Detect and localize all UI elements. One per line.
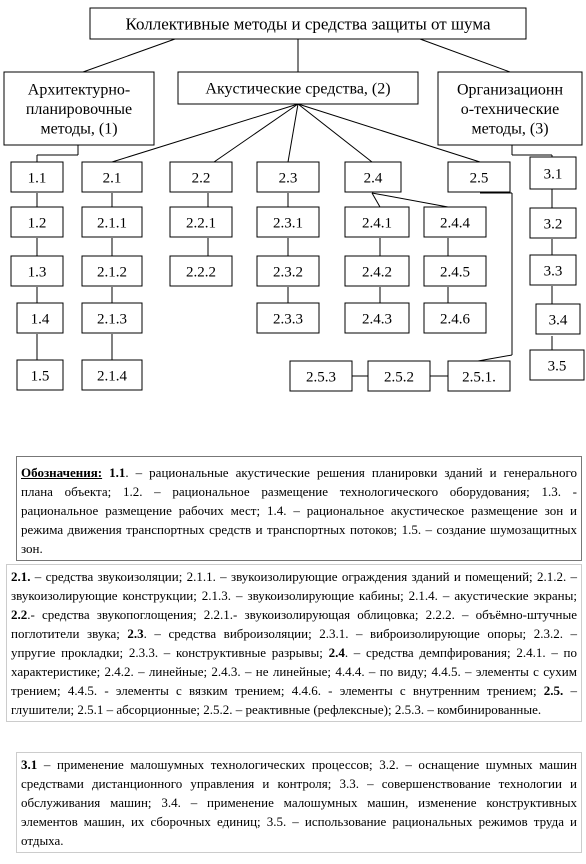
category-acoustic-label: Акустические средства, (2) <box>205 80 391 98</box>
node-1-1 <box>11 162 63 192</box>
node-2-3-2-label: 2.3.2 <box>273 264 303 281</box>
node-3-4-label: 3.4 <box>548 312 568 329</box>
connector-line <box>214 104 298 162</box>
node-2-2-2-label: 2.2.2 <box>186 264 216 281</box>
node-2-2-2 <box>170 256 232 286</box>
node-1-4 <box>17 303 63 333</box>
node-2-1-1 <box>82 207 142 237</box>
category-organizational-label: методы, (3) <box>471 120 549 138</box>
node-2-3-2 <box>257 256 319 286</box>
connector-line <box>83 39 175 72</box>
scheme-diagram <box>0 0 586 400</box>
node-1-5-label: 1.5 <box>30 368 50 385</box>
legend-block-architectural <box>16 456 582 561</box>
node-2-4-5-label: 2.4.5 <box>440 264 470 281</box>
legend-text: – применение малошумных технологических процессов; 3.2. – оснащение шумных машин средствами дистанционного управления и контроля; 3.3. – совершенствование технологии и обслуживания машин; 3.4. – применение малошумных машин, изменение конструктивных элементов машин, их сборочных единиц; 3.5. – использование рациональных режимов труда и отдыха. <box>21 757 577 848</box>
category-architectural-label: методы, (1) <box>40 120 118 138</box>
category-architectural-label: планировочные <box>25 101 133 119</box>
connector-line <box>478 355 512 361</box>
legend-heading: Обозначения: <box>21 465 103 480</box>
node-2-4-5 <box>424 256 486 286</box>
node-3-3-label: 3.3 <box>543 263 563 280</box>
node-2-3-3 <box>257 303 319 333</box>
node-2-4-4-label: 2.4.4 <box>440 215 470 232</box>
node-2-1-4-label: 2.1.4 <box>97 368 127 385</box>
node-2-4 <box>345 162 401 192</box>
legend-code: 2.4 <box>328 645 345 660</box>
node-2-4-4 <box>424 207 486 237</box>
node-2-2-1 <box>170 207 232 237</box>
node-2-3-1 <box>257 207 319 237</box>
diagram-title-label: Коллективные методы и средства защиты от шума <box>125 14 491 34</box>
node-3-1-label: 3.1 <box>543 166 563 183</box>
connector-line <box>372 193 448 207</box>
node-2-4-6-label: 2.4.6 <box>440 311 470 328</box>
node-2-4-3-label: 2.4.3 <box>362 311 392 328</box>
connector-line <box>420 39 510 72</box>
node-2-2 <box>170 162 232 192</box>
category-organizational-label: о-технические <box>460 101 560 119</box>
node-2-1-label: 2.1 <box>102 170 122 187</box>
legend-text: – средства звукоизоляции; 2.1.1. – звукоизолирующие ограждения зданий и помещений; 2.1.2. – звукоизолирующие конструкции; 2.1.3. – звукоизолирующие кабины; 2.1.4. – акустические экраны; <box>11 569 577 603</box>
node-2-3-1-label: 2.3.1 <box>273 215 303 232</box>
node-2-5-1-label: 2.5.1. <box>462 369 496 386</box>
node-2-1-2-label: 2.1.2 <box>97 264 127 281</box>
node-3-2-label: 3.2 <box>543 216 563 233</box>
node-2-3-3-label: 2.3.3 <box>273 311 303 328</box>
category-acoustic <box>178 72 418 104</box>
legend-block-acoustic <box>6 564 582 722</box>
node-1-3-label: 1.3 <box>27 264 47 281</box>
node-3-1 <box>530 157 576 189</box>
node-2-5 <box>448 162 510 192</box>
legend-text: .- средства звукопоглощения; 2.2.1.- звукоизолирующая облицовка; 2.2.2. – объёмно-штучные поглотители звука; <box>11 607 577 641</box>
legend-code: 2.5. <box>543 683 564 698</box>
node-2-4-1 <box>345 207 409 237</box>
legend-block-organizational <box>16 752 582 853</box>
legend-code: 2.3 <box>127 626 144 641</box>
legend-code: 1.1 <box>109 465 126 480</box>
node-2-5-2-label: 2.5.2 <box>384 369 414 386</box>
node-1-2 <box>11 207 63 237</box>
node-2-1-3 <box>82 303 142 333</box>
diagram-title <box>90 8 526 39</box>
node-3-3 <box>530 255 576 285</box>
node-2-4-6 <box>424 303 486 333</box>
category-organizational-label: Организационн <box>456 81 564 99</box>
node-2-1 <box>82 162 142 192</box>
node-2-3-label: 2.3 <box>278 170 298 187</box>
node-2-1-2 <box>82 256 142 286</box>
connector-line <box>372 193 380 207</box>
node-1-2-label: 1.2 <box>27 215 47 232</box>
node-2-2-label: 2.2 <box>191 170 211 187</box>
node-2-4-2-label: 2.4.2 <box>362 264 392 281</box>
category-architectural <box>4 72 154 145</box>
node-2-5-2 <box>368 361 430 391</box>
node-1-3 <box>11 256 63 286</box>
node-2-4-2 <box>345 256 409 286</box>
node-2-4-1-label: 2.4.1 <box>362 215 392 232</box>
node-3-4 <box>536 304 580 334</box>
node-3-5-label: 3.5 <box>547 358 567 375</box>
node-1-4-label: 1.4 <box>30 311 50 328</box>
node-2-1-3-label: 2.1.3 <box>97 311 127 328</box>
legend-text: . – средства демпфирования; 2.4.1. – по характеристике; 2.4.2. – линейные; 2.4.3. – не линейные; 4.4.4. – по виду; 4.4.5. – элементы с сухим трением; 4.4.5. - элементы с вязким трением; 4.4.6. - элементы с внутренним трением; <box>11 645 577 698</box>
node-2-4-3 <box>345 303 409 333</box>
node-2-5-3 <box>290 361 352 391</box>
legend-code: 2.2 <box>11 607 28 622</box>
connector-line <box>298 104 372 162</box>
node-2-2-1-label: 2.2.1 <box>186 215 216 232</box>
node-2-5-3-label: 2.5.3 <box>306 369 336 386</box>
legend-text: . – средства виброизоляции; 2.3.1. – виброизолирующие опоры; 2.3.2. – упругие прокладки; 2.3.3. – конструктивные разрывы; <box>11 626 577 660</box>
node-2-5-label: 2.5 <box>469 170 489 187</box>
legend-text: – глушители; 2.5.1 – абсорционные; 2.5.2. – реактивные (рефлексные); 2.5.3. – комбинированные. <box>11 683 578 717</box>
node-2-5-1 <box>448 361 510 391</box>
node-2-1-4 <box>82 360 142 390</box>
category-organizational <box>438 72 582 145</box>
node-3-2 <box>530 208 576 238</box>
node-1-5 <box>17 360 63 390</box>
node-3-5 <box>530 350 584 380</box>
node-2-1-1-label: 2.1.1 <box>97 215 127 232</box>
legend-text: . – рациональные акустические решения планировки зданий и генерального плана объекта; 1.2. – рациональное размещение технологического оборудования; 1.3. - рациональное размещение рабочих мест; 1.4. – рациональное акустическое размещение зон и режима движения транспортных средств и транспортных потоков; 1.5. – создание шумозащитных зон. <box>21 465 577 556</box>
node-2-3 <box>257 162 319 192</box>
category-architectural-label: Архитектурно- <box>27 81 131 99</box>
node-2-4-label: 2.4 <box>363 170 383 187</box>
connector-line <box>288 104 298 162</box>
legend-code: 2.1. <box>11 569 31 584</box>
node-1-1-label: 1.1 <box>27 170 47 187</box>
legend-code: 3.1 <box>21 757 38 772</box>
